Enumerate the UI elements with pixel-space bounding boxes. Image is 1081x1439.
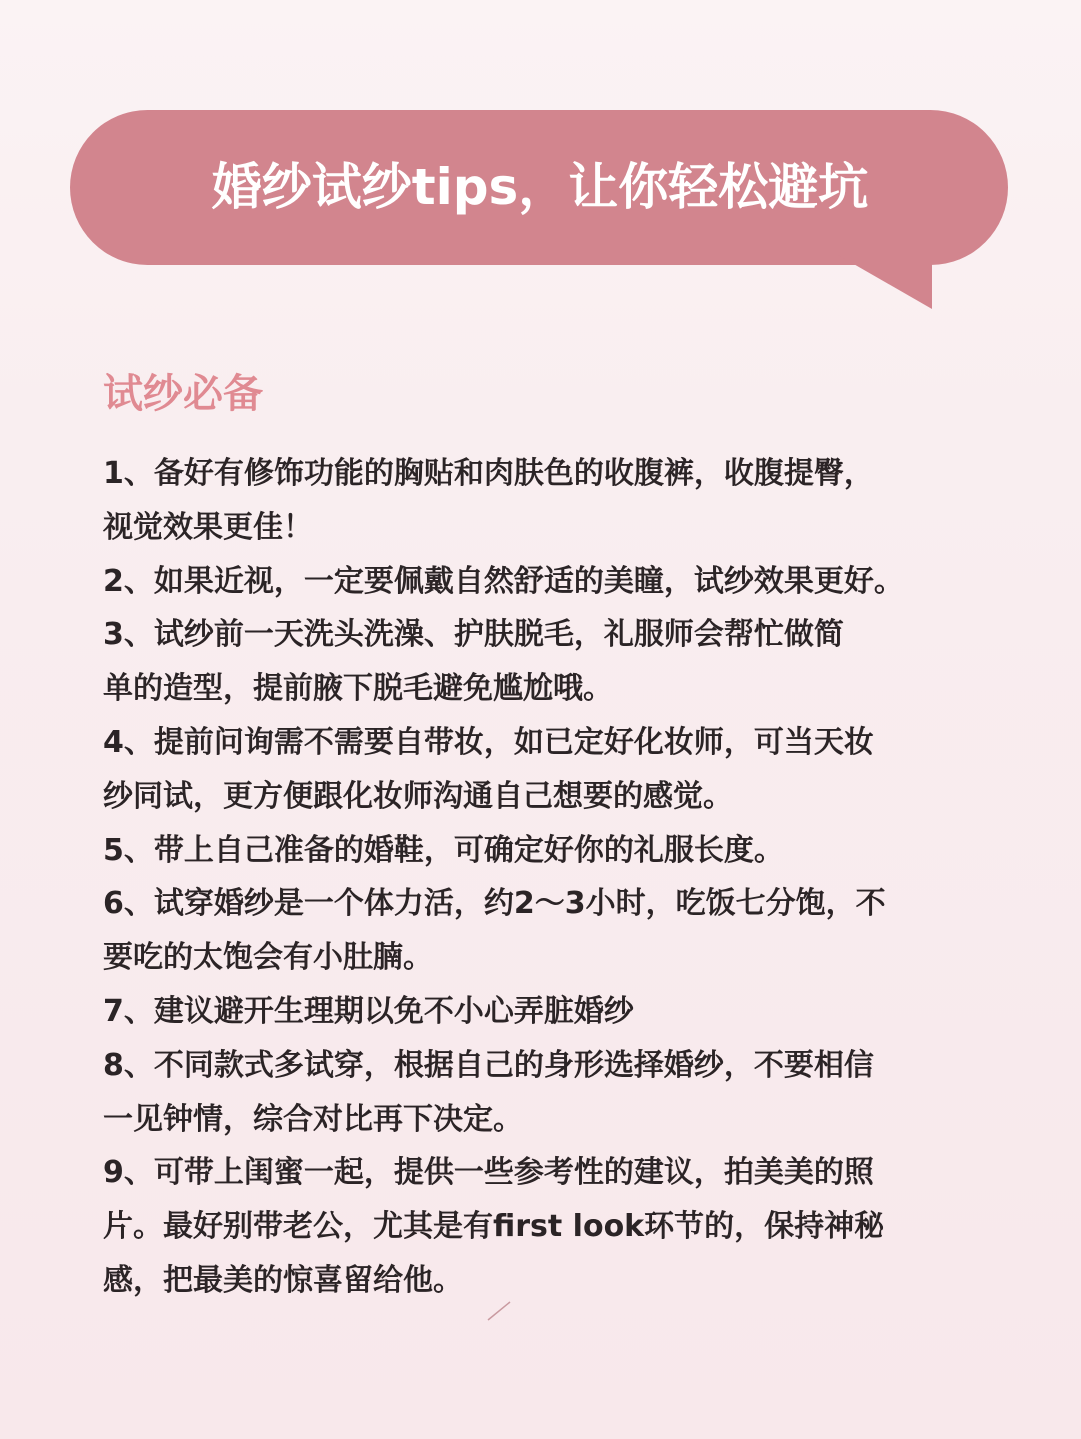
tip-item-9: [103, 1146, 1003, 1307]
tip-line: 9、可带上闺蜜一起，提供一些参考性的建议，拍美美的照: [103, 1155, 874, 1191]
tip-item-4: [103, 716, 1003, 824]
tip-line: 3、试纱前一天洗头洗澡、护肤脱毛，礼服师会帮忙做简: [103, 617, 844, 653]
tip-line: 8、不同款式多试穿，根据自己的身形选择婚纱，不要相信: [103, 1047, 874, 1083]
tip-line: 5、带上自己准备的婚鞋，可确定好你的礼服长度。: [103, 832, 784, 868]
tip-line: 要吃的太饱会有小肚腩。: [103, 940, 433, 976]
tip-line: 单的造型，提前腋下脱毛避免尴尬哦。: [103, 671, 613, 707]
pen-stroke-mark: [486, 1300, 516, 1322]
tip-line: 4、提前问询需不需要自带妆，如已定好化妆师，可当天妆: [103, 724, 874, 760]
tip-line: 纱同试，更方便跟化妆师沟通自己想要的感觉。: [103, 778, 733, 814]
tip-line: 视觉效果更佳！: [103, 509, 313, 545]
tip-line: 2、如果近视，一定要佩戴自然舒适的美瞳，试纱效果更好。: [103, 563, 904, 599]
page-title: 婚纱试纱tips，让你轻松避坑: [211, 158, 869, 216]
tips-list: [103, 447, 1003, 1308]
tip-line: 感，把最美的惊喜留给他。: [103, 1262, 463, 1298]
tip-item-1: [103, 447, 1003, 555]
tip-item-7: [103, 985, 1003, 1039]
section-heading: 试纱必备: [103, 371, 263, 417]
tip-line: 6、试穿婚纱是一个体力活，约2～3小时，吃饭七分饱，不: [103, 886, 886, 922]
tip-item-8: [103, 1039, 1003, 1147]
tip-line: 1、备好有修饰功能的胸贴和肉肤色的收腹裤，收腹提臀，: [103, 456, 874, 491]
tip-item-3: [103, 608, 1003, 716]
tip-line: 片。最好别带老公，尤其是有first look环节的，保持神秘: [103, 1209, 885, 1245]
tip-line: 7、建议避开生理期以免不小心弄脏婚纱: [103, 993, 634, 1029]
tip-item-2: [103, 555, 1003, 609]
tip-item-6: [103, 877, 1003, 985]
tip-item-5: [103, 824, 1003, 878]
tip-line: 一见钟情，综合对比再下决定。: [103, 1101, 523, 1137]
